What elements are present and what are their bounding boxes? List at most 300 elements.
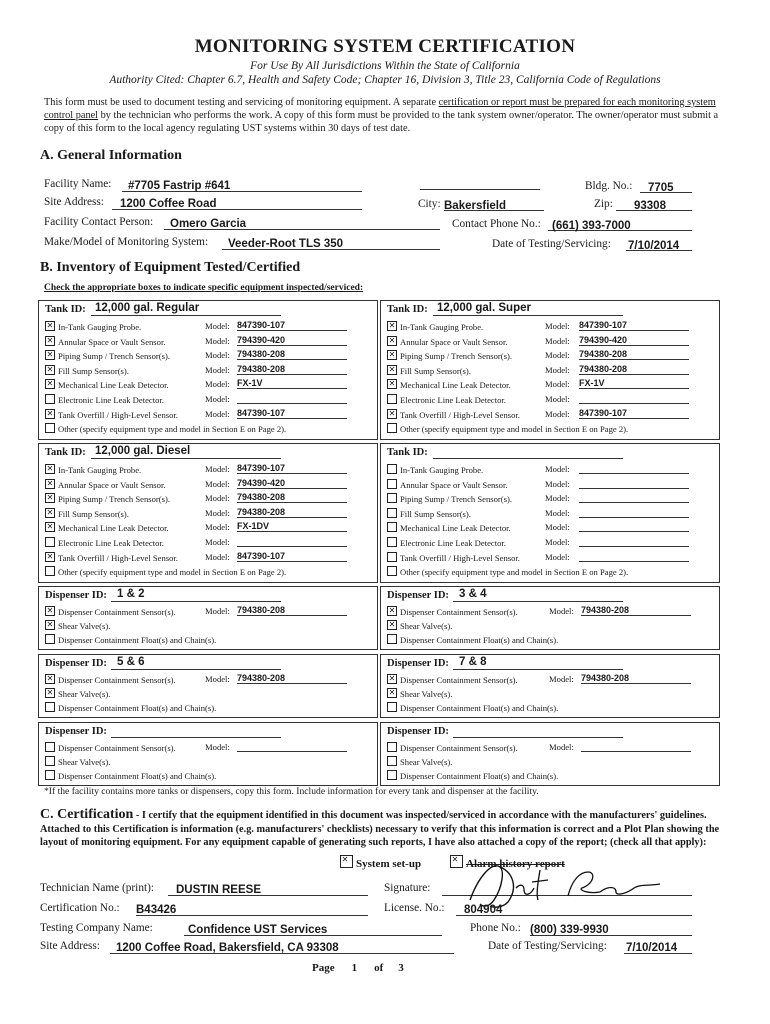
dispenser-id-value[interactable]: 1 & 2 [117,588,145,600]
equipment-label: In-Tank Gauging Probe. [58,465,142,475]
dispenser-id-label: Dispenser ID: [45,590,107,601]
contact-phone-label: Contact Phone No.: [452,218,541,230]
license-field[interactable] [456,900,692,916]
section-b-heading: B. Inventory of Equipment Tested/Certified [40,260,301,275]
equipment-label: Other (specify equipment type and model in Section E on Page 2). [400,424,629,435]
cert-site-value: 1200 Coffee Road, Bakersfield, CA 93308 [116,942,339,954]
equipment-checkbox[interactable] [45,321,55,331]
equipment-label: Mechanical Line Leak Detector. [58,523,169,534]
model-label: Model: [545,350,570,361]
equipment-label: Electronic Line Leak Detector. [58,538,164,548]
equipment-row [387,522,511,533]
equipment-row [45,321,141,332]
tech-name-field[interactable] [168,880,368,896]
equipment-checkbox[interactable] [45,508,55,518]
model-label: Model: [545,493,570,504]
alarm-history-label: Alarm history report [466,858,565,870]
tank-id-line [433,458,623,459]
dispenser-item-label: Shear Valve(s). [400,689,453,700]
model-value[interactable]: FX-1V [237,378,347,389]
dispenser-box [38,722,378,786]
site-address-value: 1200 Coffee Road [120,198,217,210]
dispenser-row [387,756,452,767]
cert-site-field[interactable] [110,938,454,954]
equipment-checkbox[interactable] [45,537,55,547]
dispenser-row [387,606,518,617]
equipment-row [387,464,483,475]
model-value[interactable]: 794380-208 [237,507,347,518]
model-value[interactable] [579,521,689,532]
dispenser-checkbox[interactable] [387,634,397,644]
dispenser-model-label: Model: [549,674,574,684]
model-label: Model: [545,522,570,533]
equipment-row [45,464,141,475]
equipment-label: Fill Sump Sensor(s). [58,365,129,376]
date-field[interactable] [626,236,692,251]
equipment-label: Annular Space or Vault Sensor. [400,479,508,490]
equipment-row [45,493,170,504]
equipment-label: Electronic Line Leak Detector. [400,538,506,548]
contact-field[interactable] [164,214,440,230]
dispenser-checkbox[interactable] [387,702,397,712]
make-model-label: Make/Model of Monitoring System: [44,236,209,248]
cert-no-label: Certification No.: [40,902,120,914]
dispenser-id-label: Dispenser ID: [387,590,449,601]
make-model-value: Veeder-Root TLS 350 [228,238,344,250]
model-label: Model: [545,537,570,547]
zip-label: Zip: [594,198,613,210]
model-label: Model: [205,507,230,518]
model-value[interactable] [579,492,689,503]
dispenser-model-label: Model: [205,606,230,616]
model-value[interactable]: 794380-208 [579,364,689,375]
intro-text-3: by the technician who performs the work. A copy of this form must be provided to the tank system owner/operator. The owner/operator must submit a copy of this form to the local agency regulating UST systems within 30 days of test date. [44,110,719,134]
dispenser-item-label: Dispenser Containment Float(s) and Chain(s). [400,771,559,782]
dispenser-checkbox[interactable] [387,756,397,766]
equipment-row [387,493,512,504]
make-model-field[interactable] [222,234,440,250]
dispenser-model-value[interactable]: 794380-208 [237,673,347,684]
dispenser-box [380,654,720,718]
city-field[interactable] [444,196,544,211]
tech-name-label: Technician Name (print): [40,882,155,894]
dispenser-row [387,742,518,753]
dispenser-id-line [111,737,281,738]
dispenser-item-label: Dispenser Containment Sensor(s). [400,675,518,685]
dispenser-row [45,674,176,685]
dispenser-row [45,620,110,631]
equipment-checkbox[interactable] [387,464,397,474]
system-setup-checkbox[interactable] [340,855,353,868]
dispenser-id-line [111,669,281,670]
model-value[interactable]: 847390-107 [237,408,347,419]
dispenser-checkbox[interactable] [45,674,55,684]
equipment-checkbox[interactable] [387,537,397,547]
dispenser-id-line [453,669,623,670]
equipment-row [387,365,471,376]
intro-text-1: This form must be used to document testing and servicing of monitoring equipment. A separate [44,97,439,108]
model-value[interactable]: 794380-208 [579,349,689,360]
section-c-heading: C. Certification [40,807,134,822]
equipment-checkbox[interactable] [45,479,55,489]
model-value[interactable] [579,551,689,562]
equipment-checkbox[interactable] [387,552,397,562]
model-value[interactable]: 847390-107 [237,320,347,331]
equipment-row [387,423,628,434]
equipment-checkbox[interactable] [387,479,397,489]
model-label: Model: [205,551,230,562]
equipment-row [45,552,178,563]
model-label: Model: [545,379,570,390]
system-setup-option[interactable] [340,855,421,870]
model-value[interactable] [237,393,347,404]
dispenser-checkbox[interactable] [45,606,55,616]
equipment-label: Fill Sump Sensor(s). [400,365,471,376]
date-value: 7/10/2014 [628,240,680,252]
equipment-label: Tank Overfill / High-Level Sensor. [400,409,520,420]
signature-label: Signature: [384,882,431,894]
equipment-row [387,552,520,563]
dispenser-row [45,688,110,699]
dispenser-model-value[interactable]: 794380-208 [237,605,347,616]
dispenser-checkbox[interactable] [45,620,55,630]
tank-id-value[interactable]: 12,000 gal. Super [437,302,531,314]
license-value: 804904 [464,904,503,916]
dispenser-item-label: Shear Valve(s). [400,621,453,632]
equipment-row [45,423,286,434]
company-phone-field[interactable] [530,920,692,936]
equipment-label: Other (specify equipment type and model in Section E on Page 2). [58,567,287,578]
equipment-label: Piping Sump / Trench Sensor(s). [400,351,512,362]
equipment-checkbox[interactable] [387,522,397,532]
contact-value: Omero Garcia [170,218,247,230]
dispenser-row [387,688,452,699]
dispenser-item-label: Dispenser Containment Sensor(s). [400,607,518,617]
tank-id-line [91,458,281,459]
equipment-row [387,479,507,490]
equipment-checkbox[interactable] [45,365,55,375]
dispenser-checkbox[interactable] [45,688,55,698]
city-value: Bakersfield [444,200,507,212]
equipment-checkbox[interactable] [45,464,55,474]
equipment-row [387,321,483,332]
model-label: Model: [205,408,230,419]
blank-line [420,188,540,190]
section-a-heading: A. General Information [40,148,182,163]
dispenser-checkbox[interactable] [387,770,397,780]
equipment-label: Piping Sump / Trench Sensor(s). [58,494,170,505]
tank-box [380,300,720,440]
license-label: License. No.: [384,902,445,914]
dispenser-model-label: Model: [549,606,574,616]
model-label: Model: [205,537,230,547]
bldg-field[interactable] [640,178,692,193]
dispenser-model-label: Model: [549,742,574,752]
dispenser-row [387,702,558,713]
equipment-row [45,365,129,376]
tank-id-line [91,315,281,316]
dispenser-model-label: Model: [205,674,230,684]
model-label: Model: [205,478,230,489]
equipment-label: Mechanical Line Leak Detector. [400,523,511,534]
equipment-row [45,394,164,405]
page-label: Page [312,962,335,974]
equipment-label: Annular Space or Vault Sensor. [58,479,166,490]
certification-text: - I certify that the equipment identified in this document was inspected/serviced in accordance with the manufacturers' guidelines. Attached to this Certification is information (e.g. manufacturers' checklists) necessary to verify that this information is correct and a Plot Plan showing the layout of monitoring equipment. For any equipment capable of generating such reports, I have also attached a copy of the report; (check all that apply): [40,810,720,848]
equipment-row [387,566,628,577]
company-field[interactable] [184,920,442,936]
equipment-row [387,379,511,390]
dispenser-model-value[interactable] [581,741,691,752]
model-value[interactable]: 794380-208 [237,364,347,375]
dispenser-item-label: Shear Valve(s). [58,689,111,700]
equipment-label: Tank Overfill / High-Level Sensor. [58,552,178,563]
dispenser-box [380,586,720,650]
cert-date-label: Date of Testing/Servicing: [488,940,607,952]
equipment-row [45,409,178,420]
tank-id-label: Tank ID: [387,447,428,458]
equipment-checkbox[interactable] [387,493,397,503]
equipment-checkbox[interactable] [45,552,55,562]
equipment-label: Fill Sump Sensor(s). [58,508,129,519]
equipment-checkbox[interactable] [387,350,397,360]
equipment-checkbox[interactable] [387,379,397,389]
dispenser-row [45,770,216,781]
dispenser-checkbox[interactable] [45,770,55,780]
equipment-label: Annular Space or Vault Sensor. [58,336,166,347]
model-value[interactable]: 794390-420 [237,335,347,346]
model-value[interactable]: 794390-420 [237,478,347,489]
equipment-label: Fill Sump Sensor(s). [400,508,471,519]
contact-phone-value: (661) 393-7000 [552,220,631,232]
tank-id-value[interactable]: 12,000 gal. Regular [95,302,200,314]
equipment-row [387,508,471,519]
model-label: Model: [545,321,570,331]
model-label: Model: [545,408,570,419]
tank-box [38,443,378,583]
dispenser-model-value[interactable]: 794380-208 [581,605,691,616]
dispenser-id-value[interactable]: 7 & 8 [459,656,487,668]
dispenser-checkbox[interactable] [45,756,55,766]
equipment-label: In-Tank Gauging Probe. [400,322,484,332]
company-phone-label: Phone No.: [470,922,521,934]
model-label: Model: [205,464,230,474]
dispenser-row [387,620,452,631]
equipment-checkbox[interactable] [45,350,55,360]
dispenser-row [45,742,176,753]
equipment-label: Other (specify equipment type and model in Section E on Page 2). [58,424,287,435]
model-label: Model: [205,350,230,361]
copy-note: *If the facility contains more tanks or dispensers, copy this form. Include information for every tank and dispenser at the facility. [44,786,539,797]
dispenser-id-value[interactable]: 5 & 6 [117,656,145,668]
certification-statement [40,808,730,850]
model-value[interactable]: 847390-107 [579,408,689,419]
equipment-checkbox[interactable] [45,409,55,419]
dispenser-checkbox[interactable] [387,742,397,752]
cert-site-label: Site Address: [40,940,100,952]
page-indicator [312,962,416,974]
dispenser-item-label: Shear Valve(s). [58,621,111,632]
system-setup-label: System set-up [356,858,422,870]
company-label: Testing Company Name: [40,922,153,934]
equipment-row [45,537,164,548]
equipment-label: Piping Sump / Trench Sensor(s). [58,351,170,362]
dispenser-item-label: Dispenser Containment Float(s) and Chain(s). [58,771,217,782]
site-address-field[interactable] [112,194,362,210]
dispenser-id-value[interactable]: 3 & 4 [459,588,487,600]
equipment-label: Tank Overfill / High-Level Sensor. [400,552,520,563]
model-label: Model: [205,335,230,346]
page-total: 3 [398,962,404,974]
zip-value: 93308 [634,200,666,212]
model-label: Model: [545,364,570,375]
equipment-checkbox[interactable] [387,423,397,433]
tank-id-label: Tank ID: [45,304,86,315]
equipment-row [45,508,129,519]
equipment-checkbox[interactable] [45,493,55,503]
dispenser-row [45,634,216,645]
dispenser-item-label: Dispenser Containment Sensor(s). [400,743,518,753]
dispenser-item-label: Dispenser Containment Sensor(s). [58,743,176,753]
dispenser-box [38,586,378,650]
date-label: Date of Testing/Servicing: [492,238,611,250]
equipment-checkbox[interactable] [387,508,397,518]
equipment-row [45,566,286,577]
dispenser-box [38,654,378,718]
tank-box [38,300,378,440]
equipment-row [387,336,507,347]
dispenser-checkbox[interactable] [387,606,397,616]
equipment-label: Piping Sump / Trench Sensor(s). [400,494,512,505]
model-value[interactable] [579,478,689,489]
equipment-checkbox[interactable] [387,566,397,576]
model-value[interactable] [579,536,689,547]
equipment-checkbox[interactable] [45,522,55,532]
dispenser-checkbox[interactable] [45,702,55,712]
model-value[interactable] [579,393,689,404]
tank-id-label: Tank ID: [387,304,428,315]
equipment-row [45,350,170,361]
tank-id-label: Tank ID: [45,447,86,458]
city-label: City: [418,198,441,210]
model-label: Model: [205,522,230,533]
equipment-label: In-Tank Gauging Probe. [58,322,142,332]
dispenser-id-line [453,601,623,602]
dispenser-checkbox[interactable] [45,634,55,644]
dispenser-model-value[interactable]: 794380-208 [581,673,691,684]
dispenser-id-label: Dispenser ID: [387,726,449,737]
site-address-label: Site Address: [44,196,104,208]
model-label: Model: [205,394,230,404]
equipment-label: Other (specify equipment type and model in Section E on Page 2). [400,567,629,578]
equipment-label: Annular Space or Vault Sensor. [400,336,508,347]
equipment-checkbox[interactable] [45,394,55,404]
dispenser-checkbox[interactable] [387,688,397,698]
facility-name-value: #7705 Fastrip #641 [128,180,231,192]
model-value[interactable] [579,507,689,518]
model-value[interactable]: FX-1DV [237,521,347,532]
zip-field[interactable] [616,196,692,211]
equipment-label: Mechanical Line Leak Detector. [400,380,511,391]
page-number: 1 [351,962,358,974]
tank-id-value[interactable]: 12,000 gal. Diesel [95,445,191,457]
contact-phone-field[interactable] [548,216,692,231]
tank-id-line [433,315,623,316]
form-subtitle: For Use By All Jurisdictions Within the State of California [250,60,520,72]
dispenser-row [45,606,176,617]
equipment-row [387,350,512,361]
equipment-label: Electronic Line Leak Detector. [58,395,164,405]
equipment-checkbox[interactable] [387,321,397,331]
equipment-checkbox[interactable] [387,409,397,419]
dispenser-row [45,702,216,713]
model-value[interactable]: 847390-107 [579,320,689,331]
cert-date-field[interactable] [624,938,692,954]
model-value[interactable]: FX-1V [579,378,689,389]
model-value[interactable]: 794390-420 [579,335,689,346]
equipment-row [45,522,169,533]
model-label: Model: [205,379,230,390]
tank-box [380,443,720,583]
equipment-checkbox[interactable] [45,336,55,346]
equipment-checkbox[interactable] [387,336,397,346]
model-value[interactable]: 847390-107 [237,551,347,562]
equipment-checkbox[interactable] [45,566,55,576]
dispenser-item-label: Dispenser Containment Sensor(s). [58,607,176,617]
model-label: Model: [545,335,570,346]
dispenser-checkbox[interactable] [45,742,55,752]
dispenser-item-label: Dispenser Containment Float(s) and Chain(s). [58,703,217,714]
dispenser-id-label: Dispenser ID: [387,658,449,669]
dispenser-row [387,770,558,781]
dispenser-row [45,756,110,767]
model-value[interactable]: 794380-208 [237,492,347,503]
company-phone-value: (800) 339-9930 [530,924,609,936]
dispenser-row [387,674,518,685]
equipment-checkbox[interactable] [45,423,55,433]
equipment-label: Mechanical Line Leak Detector. [58,380,169,391]
dispenser-id-label: Dispenser ID: [45,726,107,737]
equipment-row [387,409,520,420]
cert-no-field[interactable] [136,900,368,916]
authority-cited: Authority Cited: Chapter 6.7, Health and Safety Code; Chapter 16, Division 3, Title 23, California Code of Regulations [109,74,661,86]
facility-name-field[interactable] [122,176,362,192]
equipment-row [45,479,165,490]
dispenser-model-value[interactable] [237,741,347,752]
company-value: Confidence UST Services [188,924,328,936]
dispenser-checkbox[interactable] [387,620,397,630]
dispenser-checkbox[interactable] [387,674,397,684]
dispenser-id-line [111,601,281,602]
dispenser-item-label: Dispenser Containment Float(s) and Chain(s). [400,703,559,714]
model-value[interactable]: 847390-107 [237,463,347,474]
bldg-label: Bldg. No.: [585,180,633,192]
model-label: Model: [545,507,570,518]
contact-label: Facility Contact Person: [44,216,154,228]
intro-paragraph [44,96,734,135]
equipment-checkbox[interactable] [387,394,397,404]
model-label: Model: [545,478,570,489]
dispenser-item-label: Dispenser Containment Sensor(s). [58,675,176,685]
model-value[interactable]: 794380-208 [237,349,347,360]
equipment-checkbox[interactable] [45,379,55,389]
model-value[interactable] [237,536,347,547]
equipment-label: Tank Overfill / High-Level Sensor. [58,409,178,420]
model-label: Model: [545,464,570,474]
dispenser-item-label: Shear Valve(s). [58,757,111,768]
equipment-checkbox[interactable] [387,365,397,375]
model-value[interactable] [579,463,689,474]
